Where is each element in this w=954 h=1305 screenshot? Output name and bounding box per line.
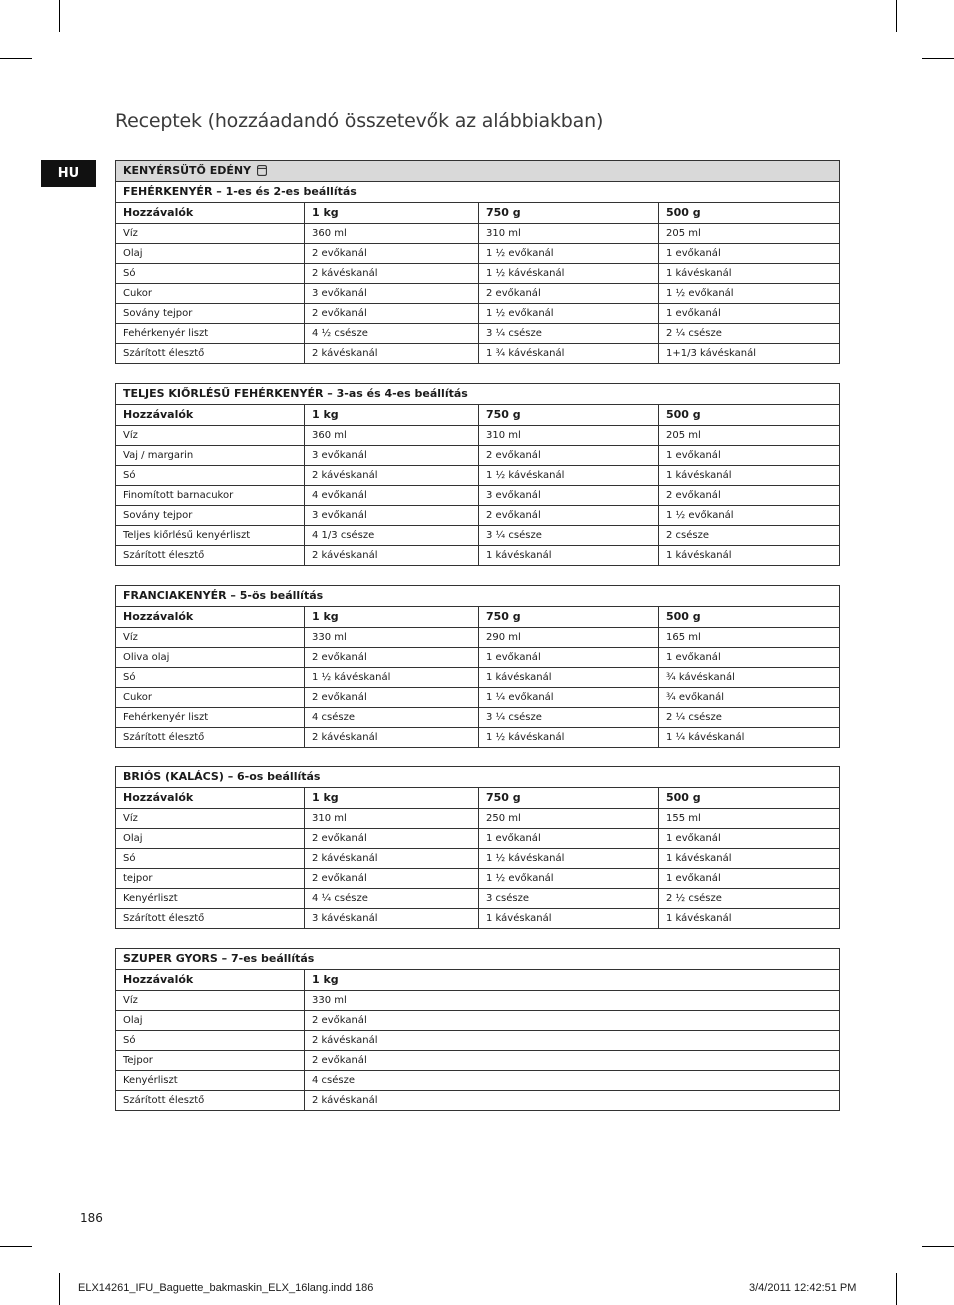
quantity-cell: 2 evőkanál	[305, 869, 479, 889]
ingredient-cell: Szárított élesztő	[116, 546, 305, 566]
recipe-table-whole-wheat	[115, 383, 840, 566]
crop-mark	[896, 0, 897, 32]
table-row	[116, 506, 840, 526]
quantity-cell: 2 kávéskanál	[305, 546, 479, 566]
quantity-cell: 1 ½ kávéskanál	[305, 668, 479, 688]
quantity-cell: 1 evőkanál	[479, 829, 659, 849]
quantity-cell: 1 evőkanál	[659, 446, 840, 466]
quantity-cell: 3 evőkanál	[479, 486, 659, 506]
table-row	[116, 324, 840, 344]
quantity-cell: 2 evőkanál	[305, 1011, 840, 1031]
table-title-row	[116, 586, 840, 607]
table-header-row	[116, 405, 840, 426]
table-title-row	[116, 182, 840, 203]
column-header: 1 kg	[305, 607, 479, 628]
quantity-cell: 310 ml	[479, 426, 659, 446]
table-row	[116, 1071, 840, 1091]
column-header: 1 kg	[305, 970, 840, 991]
quantity-cell: 1 evőkanál	[659, 244, 840, 264]
pan-header-row	[116, 161, 840, 182]
quantity-cell: 1 evőkanál	[659, 869, 840, 889]
quantity-cell: 1 ½ evőkanál	[479, 304, 659, 324]
quantity-cell: 1 ¾ kávéskanál	[479, 344, 659, 364]
quantity-cell: 1 ¼ kávéskanál	[659, 728, 840, 748]
table-title-row	[116, 767, 840, 788]
ingredient-cell: Só	[116, 1031, 305, 1051]
ingredient-cell: Só	[116, 849, 305, 869]
table-header-row	[116, 203, 840, 224]
table-row	[116, 466, 840, 486]
recipe-table-french-bread	[115, 585, 840, 748]
ingredient-cell: Kenyérliszt	[116, 889, 305, 909]
quantity-cell: 165 ml	[659, 628, 840, 648]
crop-mark	[0, 58, 32, 59]
ingredient-cell: Sovány tejpor	[116, 304, 305, 324]
quantity-cell: 2 evőkanál	[305, 304, 479, 324]
table-row	[116, 1031, 840, 1051]
table-row	[116, 244, 840, 264]
ingredient-cell: Víz	[116, 224, 305, 244]
column-header: 500 g	[659, 203, 840, 224]
table-title: BRIÓS (KALÁCS) – 6-os beállítás	[116, 767, 840, 788]
table-row	[116, 708, 840, 728]
quantity-cell: 1 kávéskanál	[659, 466, 840, 486]
quantity-cell: 3 kávéskanál	[305, 909, 479, 929]
table-row	[116, 728, 840, 748]
table-row	[116, 1051, 840, 1071]
ingredient-cell: Víz	[116, 809, 305, 829]
pan-header-label: KENYÉRSÜTŐ EDÉNY	[123, 164, 252, 177]
crop-mark	[0, 1246, 32, 1247]
recipe-table-super-fast	[115, 948, 840, 1111]
quantity-cell: 3 evőkanál	[305, 284, 479, 304]
quantity-cell: 4 ¼ csésze	[305, 889, 479, 909]
ingredient-cell: Cukor	[116, 688, 305, 708]
table-title: SZUPER GYORS – 7-es beállítás	[116, 949, 840, 970]
quantity-cell: 1 evőkanál	[659, 648, 840, 668]
column-header: 750 g	[479, 607, 659, 628]
table-title: FEHÉRKENYÉR – 1-es és 2-es beállítás	[116, 182, 840, 203]
quantity-cell: 250 ml	[479, 809, 659, 829]
ingredient-cell: Só	[116, 668, 305, 688]
column-header: 500 g	[659, 788, 840, 809]
table-row	[116, 648, 840, 668]
ingredient-cell: Só	[116, 466, 305, 486]
table-row	[116, 889, 840, 909]
quantity-cell: 1 ½ kávéskanál	[479, 264, 659, 284]
table-title: TELJES KIŐRLÉSŰ FEHÉRKENYÉR – 3-as és 4-es beállítás	[116, 384, 840, 405]
column-header: Hozzávalók	[116, 405, 305, 426]
quantity-cell: 1 ½ kávéskanál	[479, 466, 659, 486]
footer-date: 3/4/2011 12:42:51 PM	[749, 1282, 857, 1294]
quantity-cell: 205 ml	[659, 224, 840, 244]
ingredient-cell: Szárított élesztő	[116, 728, 305, 748]
quantity-cell: 360 ml	[305, 426, 479, 446]
table-title-row	[116, 384, 840, 405]
quantity-cell: 1 ½ evőkanál	[659, 506, 840, 526]
column-header: 750 g	[479, 405, 659, 426]
quantity-cell: 310 ml	[479, 224, 659, 244]
table-header-row	[116, 788, 840, 809]
column-header: 1 kg	[305, 788, 479, 809]
quantity-cell: 2 evőkanál	[305, 1051, 840, 1071]
ingredient-cell: Fehérkenyér liszt	[116, 324, 305, 344]
quantity-cell: 2 kávéskanál	[305, 1031, 840, 1051]
quantity-cell: 1 kávéskanál	[479, 668, 659, 688]
quantity-cell: 1 evőkanál	[479, 648, 659, 668]
crop-mark	[59, 1273, 60, 1305]
table-row	[116, 991, 840, 1011]
ingredient-cell: Finomított barnacukor	[116, 486, 305, 506]
table-title: FRANCIAKENYÉR – 5-ös beállítás	[116, 586, 840, 607]
quantity-cell: 3 evőkanál	[305, 506, 479, 526]
quantity-cell: 2 kávéskanál	[305, 466, 479, 486]
ingredient-cell: Olaj	[116, 244, 305, 264]
quantity-cell: 3 csésze	[479, 889, 659, 909]
quantity-cell: 3 ¼ csésze	[479, 526, 659, 546]
table-row	[116, 284, 840, 304]
quantity-cell: 1 kávéskanál	[479, 909, 659, 929]
ingredient-cell: Víz	[116, 426, 305, 446]
ingredient-cell: Víz	[116, 628, 305, 648]
quantity-cell: 1+1/3 kávéskanál	[659, 344, 840, 364]
page-number: 186	[80, 1211, 103, 1225]
ingredient-cell: Olaj	[116, 1011, 305, 1031]
table-row	[116, 829, 840, 849]
column-header: Hozzávalók	[116, 203, 305, 224]
table-row	[116, 809, 840, 829]
quantity-cell: 1 kávéskanál	[659, 849, 840, 869]
table-row	[116, 1011, 840, 1031]
quantity-cell: 205 ml	[659, 426, 840, 446]
crop-mark	[922, 1246, 954, 1247]
quantity-cell: 2 evőkanál	[305, 244, 479, 264]
quantity-cell: 2 kávéskanál	[305, 344, 479, 364]
quantity-cell: 330 ml	[305, 628, 479, 648]
quantity-cell: 2 evőkanál	[305, 829, 479, 849]
quantity-cell: 1 ½ evőkanál	[659, 284, 840, 304]
table-row	[116, 224, 840, 244]
column-header: 500 g	[659, 607, 840, 628]
ingredient-cell: Kenyérliszt	[116, 1071, 305, 1091]
ingredient-cell: Oliva olaj	[116, 648, 305, 668]
quantity-cell: 1 evőkanál	[659, 829, 840, 849]
quantity-cell: 3 ¼ csésze	[479, 324, 659, 344]
footer-file-info: ELX14261_IFU_Baguette_bakmaskin_ELX_16lang.indd 186	[78, 1282, 374, 1294]
ingredient-cell: Vaj / margarin	[116, 446, 305, 466]
quantity-cell: 1 ½ evőkanál	[479, 869, 659, 889]
table-row	[116, 344, 840, 364]
quantity-cell: 4 evőkanál	[305, 486, 479, 506]
quantity-cell: 2 kávéskanál	[305, 264, 479, 284]
recipe-table-brioche	[115, 766, 840, 929]
table-row	[116, 688, 840, 708]
quantity-cell: 2 kávéskanál	[305, 1091, 840, 1111]
quantity-cell: 330 ml	[305, 991, 840, 1011]
quantity-cell: 2 evőkanál	[479, 506, 659, 526]
column-header: 750 g	[479, 788, 659, 809]
table-row	[116, 668, 840, 688]
ingredient-cell: Cukor	[116, 284, 305, 304]
column-header: Hozzávalók	[116, 788, 305, 809]
column-header: Hozzávalók	[116, 970, 305, 991]
quantity-cell: 2 kávéskanál	[305, 849, 479, 869]
quantity-cell: ¾ kávéskanál	[659, 668, 840, 688]
column-header: 1 kg	[305, 405, 479, 426]
quantity-cell: 2 ½ csésze	[659, 889, 840, 909]
quantity-cell: 290 ml	[479, 628, 659, 648]
quantity-cell: 1 evőkanál	[659, 304, 840, 324]
table-row	[116, 526, 840, 546]
table-row	[116, 869, 840, 889]
quantity-cell: 4 csésze	[305, 708, 479, 728]
crop-mark	[922, 58, 954, 59]
ingredient-cell: Szárított élesztő	[116, 1091, 305, 1111]
quantity-cell: 310 ml	[305, 809, 479, 829]
crop-mark	[59, 0, 60, 32]
ingredient-cell: Teljes kiőrlésű kenyérliszt	[116, 526, 305, 546]
table-row	[116, 628, 840, 648]
table-row	[116, 446, 840, 466]
quantity-cell: 360 ml	[305, 224, 479, 244]
bread-pan-icon	[257, 165, 267, 176]
quantity-cell: 1 kávéskanál	[659, 264, 840, 284]
page-title: Receptek (hozzáadandó összetevők az alábbiakban)	[115, 110, 604, 132]
table-row	[116, 849, 840, 869]
quantity-cell: 2 ¼ csésze	[659, 324, 840, 344]
quantity-cell: 2 evőkanál	[305, 648, 479, 668]
quantity-cell: 1 ¼ evőkanál	[479, 688, 659, 708]
quantity-cell: 4 1/3 csésze	[305, 526, 479, 546]
quantity-cell: 1 kávéskanál	[659, 546, 840, 566]
column-header: Hozzávalók	[116, 607, 305, 628]
column-header: 750 g	[479, 203, 659, 224]
language-tab: HU	[41, 160, 96, 187]
table-header-row	[116, 607, 840, 628]
ingredient-cell: Szárított élesztő	[116, 909, 305, 929]
ingredient-cell: tejpor	[116, 869, 305, 889]
table-row	[116, 486, 840, 506]
quantity-cell: 2 evőkanál	[479, 446, 659, 466]
ingredient-cell: Só	[116, 264, 305, 284]
quantity-cell: 155 ml	[659, 809, 840, 829]
pan-header	[116, 161, 840, 182]
table-row	[116, 426, 840, 446]
quantity-cell: 3 ¼ csésze	[479, 708, 659, 728]
column-header: 500 g	[659, 405, 840, 426]
quantity-cell: 3 evőkanál	[305, 446, 479, 466]
quantity-cell: 2 evőkanál	[305, 688, 479, 708]
quantity-cell: 1 kávéskanál	[479, 546, 659, 566]
column-header: 1 kg	[305, 203, 479, 224]
quantity-cell: 2 kávéskanál	[305, 728, 479, 748]
ingredient-cell: Tejpor	[116, 1051, 305, 1071]
quantity-cell: 4 ½ csésze	[305, 324, 479, 344]
table-row	[116, 1091, 840, 1111]
quantity-cell: 2 evőkanál	[659, 486, 840, 506]
ingredient-cell: Fehérkenyér liszt	[116, 708, 305, 728]
quantity-cell: 2 evőkanál	[479, 284, 659, 304]
table-row	[116, 264, 840, 284]
table-row	[116, 909, 840, 929]
quantity-cell: 1 ½ evőkanál	[479, 244, 659, 264]
quantity-cell: 2 csésze	[659, 526, 840, 546]
table-row	[116, 304, 840, 324]
quantity-cell: ¾ evőkanál	[659, 688, 840, 708]
recipe-table-white-bread	[115, 160, 840, 364]
ingredient-cell: Sovány tejpor	[116, 506, 305, 526]
quantity-cell: 1 ½ kávéskanál	[479, 849, 659, 869]
ingredient-cell: Szárított élesztő	[116, 344, 305, 364]
quantity-cell: 1 kávéskanál	[659, 909, 840, 929]
quantity-cell: 2 ¼ csésze	[659, 708, 840, 728]
crop-mark	[896, 1273, 897, 1305]
quantity-cell: 1 ½ kávéskanál	[479, 728, 659, 748]
table-row	[116, 546, 840, 566]
ingredient-cell: Víz	[116, 991, 305, 1011]
quantity-cell: 4 csésze	[305, 1071, 840, 1091]
table-header-row	[116, 970, 840, 991]
ingredient-cell: Olaj	[116, 829, 305, 849]
table-title-row	[116, 949, 840, 970]
